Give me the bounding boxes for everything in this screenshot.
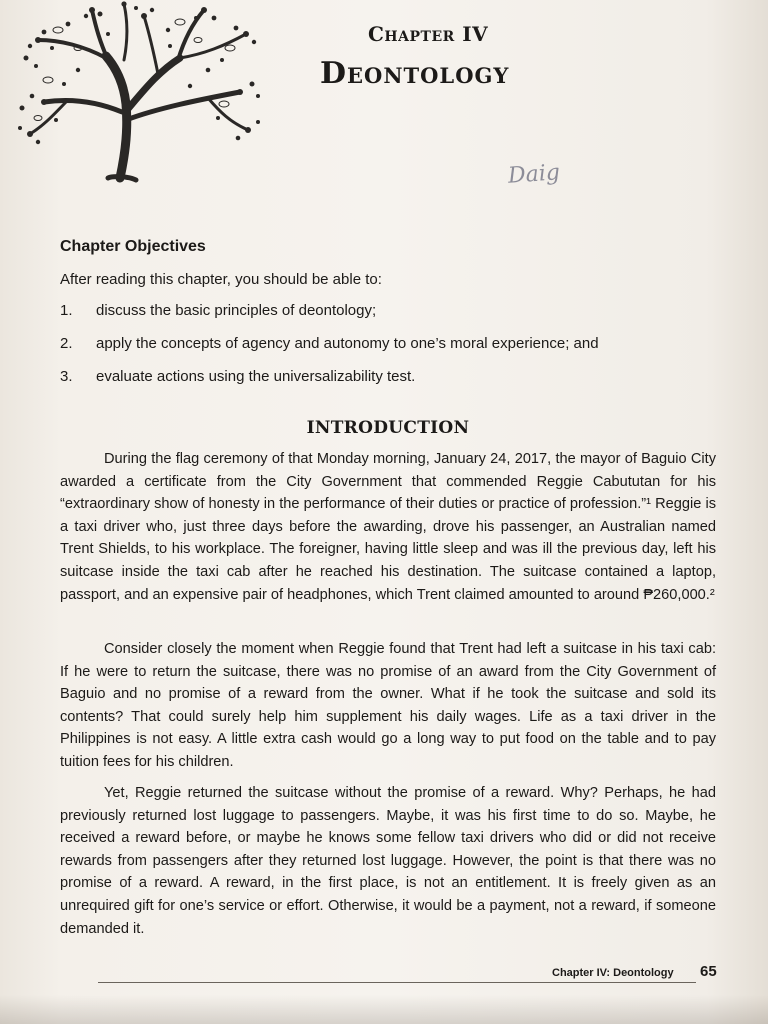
objective-text: evaluate actions using the universalizability test. bbox=[96, 368, 416, 385]
footer-running-title: Chapter IV: Deontology bbox=[552, 967, 674, 979]
paragraph: Yet, Reggie returned the suitcase without the promise of a reward. Why? Perhaps, he had previously returned lost luggage to passengers. Maybe, it was his first time to do so. Maybe, he received a reward before, or maybe he knows some fellow taxi drivers who did or did not receive rewards from passengers after they returned lost luggage. However, the point is that there was no promise of a reward. A reward, in the first place, is not an entitlement. It is freely given as an unrequired gift for one’s service or effort. Otherwise, it would be a payment, not a reward, if someone demanded it. bbox=[60, 785, 716, 937]
objective-text: discuss the basic principles of deontology; bbox=[96, 302, 377, 319]
section-heading: INTRODUCTION bbox=[306, 418, 470, 438]
page-number: 65 bbox=[700, 963, 717, 980]
chapter-title: Deontology bbox=[320, 56, 510, 91]
objectives-heading: Chapter Objectives bbox=[60, 238, 206, 255]
objective-text: apply the concepts of agency and autonomy to one’s moral experience; and bbox=[96, 335, 599, 352]
handwritten-note: Daig bbox=[507, 160, 561, 189]
tree-illustration bbox=[8, 0, 270, 190]
objective-number: 3. bbox=[60, 368, 73, 385]
chapter-number: Chapter IV bbox=[368, 22, 489, 46]
objective-item bbox=[60, 368, 415, 385]
paragraph: During the flag ceremony of that Monday morning, January 24, 2017, the mayor of Baguio City awarded a certificate from the City Government that commended Reggie Cabututan for his “extraordinary show of honesty in the performance of their duties or practice of profession.”¹ Reggie is a taxi driver who, just three days before the awarding, drove his passenger, an Australian named Trent Shields, to his workplace. The foreigner, having little sleep and was ill the previous day, left his suitcase inside the taxi cab after he reached his destination. The suitcase contained a laptop, passport, and an expensive pair of headphones, which Trent claimed amounted to around ₱260,000.² bbox=[60, 451, 716, 603]
objective-item bbox=[60, 302, 376, 319]
paragraph: Consider closely the moment when Reggie found that Trent had left a suitcase in his taxi cab: If he were to return the suitcase, there was no promise of an award from the City Government of Baguio and no promise of a reward from the owner. What if he took the suitcase and sold its contents? That could surely help him supplement his daily wages. Life as a taxi driver in the Philippines is not easy. A little extra cash would go a long way to put food on the table and to pay tuition fees for his children. bbox=[60, 641, 716, 770]
footer-rule bbox=[98, 982, 696, 983]
objectives-intro: After reading this chapter, you should be able to: bbox=[60, 271, 382, 288]
objective-number: 2. bbox=[60, 335, 73, 352]
objective-number: 1. bbox=[60, 302, 73, 319]
objective-item bbox=[60, 335, 599, 352]
